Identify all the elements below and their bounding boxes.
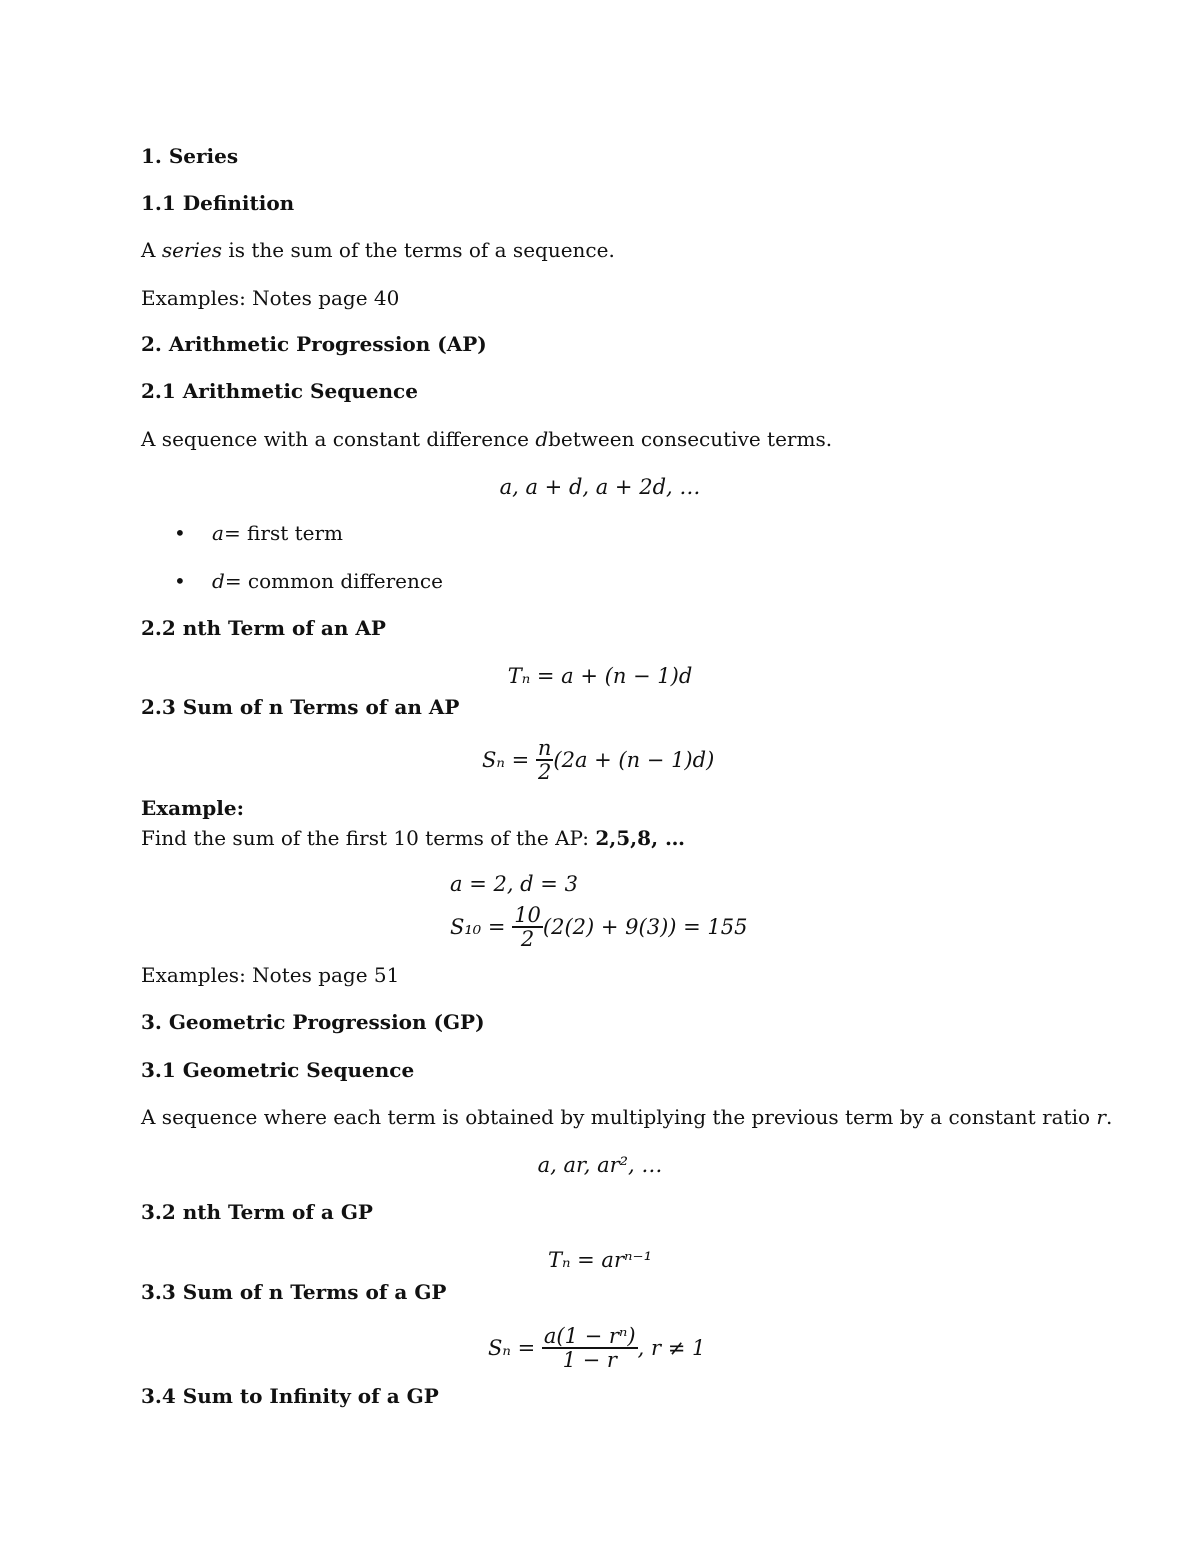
fraction-denominator: 2: [536, 759, 554, 783]
fraction: [512, 904, 543, 950]
example-sum-computation: [450, 904, 748, 950]
bullet-var: d: [212, 569, 225, 593]
definition-prefix: A: [141, 238, 162, 262]
section-1-1-heading: 1.1 Definition: [141, 191, 295, 215]
gp-desc-var: r: [1096, 1105, 1106, 1129]
examples-reference-1: Examples: Notes page 40: [141, 286, 400, 310]
fraction: [542, 1325, 638, 1371]
section-3-heading: 3. Geometric Progression (GP): [141, 1010, 485, 1034]
section-3-1-heading: 3.1 Geometric Sequence: [141, 1058, 415, 1082]
ap-desc-suffix: between consecutive terms.: [548, 427, 833, 451]
formula-lhs: Sₙ =: [488, 1336, 536, 1360]
ap-desc-var: d: [535, 427, 549, 451]
fraction: [536, 737, 554, 783]
example-sequence: 2,5,8, …: [595, 826, 685, 850]
section-3-2-heading: 3.2 nth Term of a GP: [141, 1200, 373, 1224]
fraction-denominator: 2: [512, 926, 543, 950]
formula-rhs: , r ≠ 1: [637, 1336, 706, 1360]
section-3-3-heading: 3.3 Sum of n Terms of a GP: [141, 1280, 447, 1304]
gp-description: [141, 1105, 1112, 1129]
bullet-common-difference: [212, 569, 443, 593]
gp-desc-prefix: A sequence where each term is obtained by multiplying the previous term by a constant ratio: [141, 1105, 1097, 1129]
example-question: Find the sum of the first 10 terms of the AP:: [141, 826, 596, 850]
section-2-3-heading: 2.3 Sum of n Terms of an AP: [141, 695, 460, 719]
bullet-first-term: [212, 521, 343, 545]
bullet-text: = common difference: [224, 569, 443, 593]
section-2-2-heading: 2.2 nth Term of an AP: [141, 616, 386, 640]
ap-sequence: a, a + d, a + 2d, …: [499, 475, 701, 499]
section-2-1-heading: 2.1 Arithmetic Sequence: [141, 379, 418, 403]
fraction-numerator: a(1 − rⁿ): [543, 1324, 636, 1348]
bullet-text: = first term: [223, 521, 344, 545]
fraction-numerator: 10: [514, 903, 541, 927]
example-given-values: a = 2, d = 3: [450, 872, 578, 896]
section-3-4-heading: 3.4 Sum to Infinity of a GP: [141, 1384, 439, 1408]
ap-nth-term-formula: Tₙ = a + (n − 1)d: [507, 664, 693, 688]
fraction-denominator: 1 − r: [542, 1347, 638, 1371]
gp-sum-formula: [488, 1325, 705, 1371]
formula-rhs: (2(2) + 9(3)) = 155: [542, 915, 748, 939]
bullet-dot: •: [174, 521, 186, 545]
bullet-var: a: [212, 521, 224, 545]
series-definition: [141, 238, 615, 262]
definition-term: series: [161, 238, 222, 262]
formula-lhs: S₁₀ =: [450, 915, 506, 939]
gp-nth-term-formula: Tₙ = arⁿ⁻¹: [547, 1248, 653, 1272]
formula-lhs: Sₙ =: [482, 748, 530, 772]
ap-desc-prefix: A sequence with a constant difference: [141, 427, 536, 451]
ap-description: [141, 427, 832, 451]
gp-sequence: a, ar, ar², …: [537, 1153, 663, 1177]
gp-desc-suffix: .: [1105, 1105, 1113, 1129]
example-text: [141, 826, 685, 850]
examples-reference-2: Examples: Notes page 51: [141, 963, 400, 987]
section-1-heading: 1. Series: [141, 144, 239, 168]
ap-sum-formula: [482, 737, 714, 783]
fraction-numerator: n: [537, 736, 552, 760]
bullet-dot: •: [174, 569, 186, 593]
definition-suffix: is the sum of the terms of a sequence.: [221, 238, 615, 262]
example-label: Example:: [141, 796, 244, 820]
section-2-heading: 2. Arithmetic Progression (AP): [141, 332, 487, 356]
formula-rhs: (2a + (n − 1)d): [553, 748, 715, 772]
